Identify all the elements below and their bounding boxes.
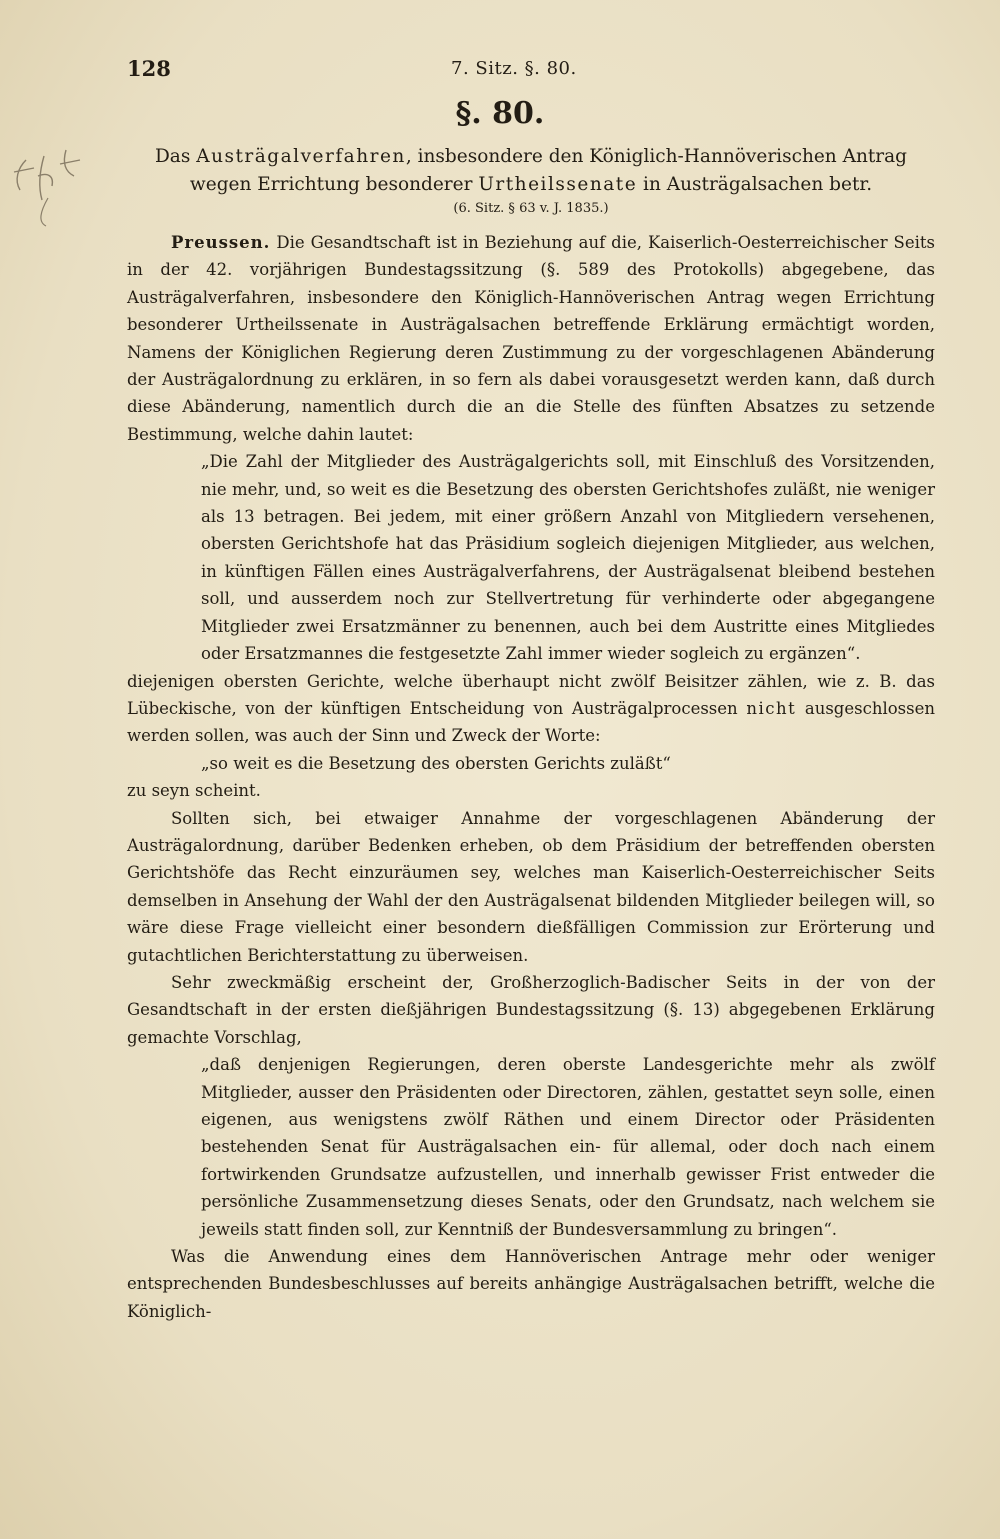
- paragraph: [127, 229, 935, 448]
- title-emphasis: Urtheilssenate: [478, 174, 638, 195]
- paragraph: Sollten sich, bei etwaiger Annahme der vorgeschlagenen Abänderung der Austrägalordnung, darüber Bedenken erheben, ob dem Präsidium der betreffenden obersten Gerichtshöfe das Recht einzuräumen sey, welches man Kaiserlich-Oesterreichischer Seits demselben in Ansehung der Wahl der den Austrägalsenat bildenden Mitglieder beilegen will, so wäre diese Frage vielleicht einer besondern dießfälligen Commission zur Erörterung und gutachtlichen Berichterstattung zu überweisen.: [127, 808, 935, 965]
- paragraph: Sehr zweckmäßig erscheint der, Großherzoglich-Badischer Seits in der von der Gesandtschaft in der ersten dießjährigen Bundestagssitzung (§. 13) abgegebenen Erklärung gemachte Vorschlag,: [127, 972, 935, 1047]
- title-text: in Austrägalsachen betr.: [637, 174, 873, 195]
- title-text: Das: [154, 146, 197, 167]
- running-head: 7. Sitz. §. 80.: [451, 58, 577, 79]
- title-text: , insbesondere den Königlich-Hannöverischen Antrag wegen Errichtung besonderer: [189, 146, 908, 195]
- paragraph: [127, 668, 935, 750]
- emphasis-text: nicht: [746, 698, 797, 718]
- paragraph-text: ausgeschlossen werden sollen, was auch der Sinn und Zweck der Worte:: [127, 698, 935, 746]
- handwritten-margin-note: [4, 120, 94, 230]
- title-emphasis: Austrägalverfahren: [196, 146, 406, 167]
- paragraph-text: Die Gesandtschaft ist in Beziehung auf die, Kaiserlich-Oesterreichischer Seits in der 42. vorjährigen Bundestagssitzung (§. 589 des Protokolls) abgegebene, das Austrägalverfahren, insbesondere den Königlich-Hannöverischen Antrag wegen Errichtung besonderer Urtheilssenate in Austrägalsachen betreffende Erklärung ermächtigt worden, Namens der Königlichen Regierung deren Zustimmung zu der vorgeschlagenen Abänderung der Austrägalordnung zu erklären, in so fern als dabei vorausgesetzt werden kann, daß durch diese Abänderung, namentlich durch die an die Stelle des fünften Absatzes zu setzende Bestimmung, welche dahin lautet:: [127, 233, 935, 444]
- block-quote: „Die Zahl der Mitglieder des Austrägalgerichts soll, mit Einschluß des Vorsitzenden, nie mehr, und, so weit es die Besetzung des obersten Gerichtshofes zuläßt, nie weniger als 13 betragen. Bei jedem, mit einer größern Anzahl von Mitgliedern versehenen, obersten Gerichtshofe hat das Präsidium sogleich diejenigen Mitglieder, aus welchen, in künftigen Fällen eines Austrägalverfahrens, der Austrägalsenat bleibend bestehen soll, und ausserdem noch zur Stellvertretung für verhinderte oder abgegangene Mitglieder zwei Ersatzmänner zu benennen, auch bei dem Austritte eines Mitgliedes oder Ersatzmannes die festgesetzte Zahl immer wieder sogleich zu ergänzen“.: [201, 452, 935, 664]
- section-title: [127, 143, 935, 199]
- document-body: [127, 229, 935, 1325]
- state-name: Preussen.: [171, 233, 271, 252]
- block-quote: „daß denjenigen Regierungen, deren oberste Landesgerichte mehr als zwölf Mitglieder, ausser den Präsidenten oder Directoren, zählen, gestattet seyn solle, einen eigenen, aus wenigstens zwölf Räthen und einem Director oder Präsidenten bestehenden Senat für Austrägalsachen ein- für allemal, oder doch nach einem fortwirkenden Grundsatze aufzustellen, und innerhalb gewisser Frist entweder die persönliche Zusammensetzung dieses Senats, oder den Grundsatz, nach welchem sie jeweils statt finden soll, zur Kenntniß der Bundesversammlung zu bringen“.: [201, 1055, 935, 1239]
- paragraph-text: diejenigen obersten Gerichte, welche überhaupt nicht zwölf Beisitzer zählen, wie z. B. das Lübeckische, von der künftigen Entscheidung von Austrägalprocessen: [127, 671, 935, 718]
- page-header: [127, 56, 930, 86]
- section-mark: §. 80.: [455, 96, 545, 131]
- block-quote: „so weit es die Besetzung des obersten Gerichts zuläßt“: [201, 753, 671, 773]
- paragraph: Was die Anwendung eines dem Hannöverischen Antrage mehr oder weniger entsprechenden Bundesbeschlusses auf bereits anhängige Austrägalsachen betrifft, welche die Königlich-: [127, 1247, 935, 1321]
- section-citation: (6. Sitz. § 63 v. J. 1835.): [453, 201, 609, 216]
- page-number: 128: [127, 56, 171, 81]
- paragraph: zu seyn scheint.: [127, 781, 261, 801]
